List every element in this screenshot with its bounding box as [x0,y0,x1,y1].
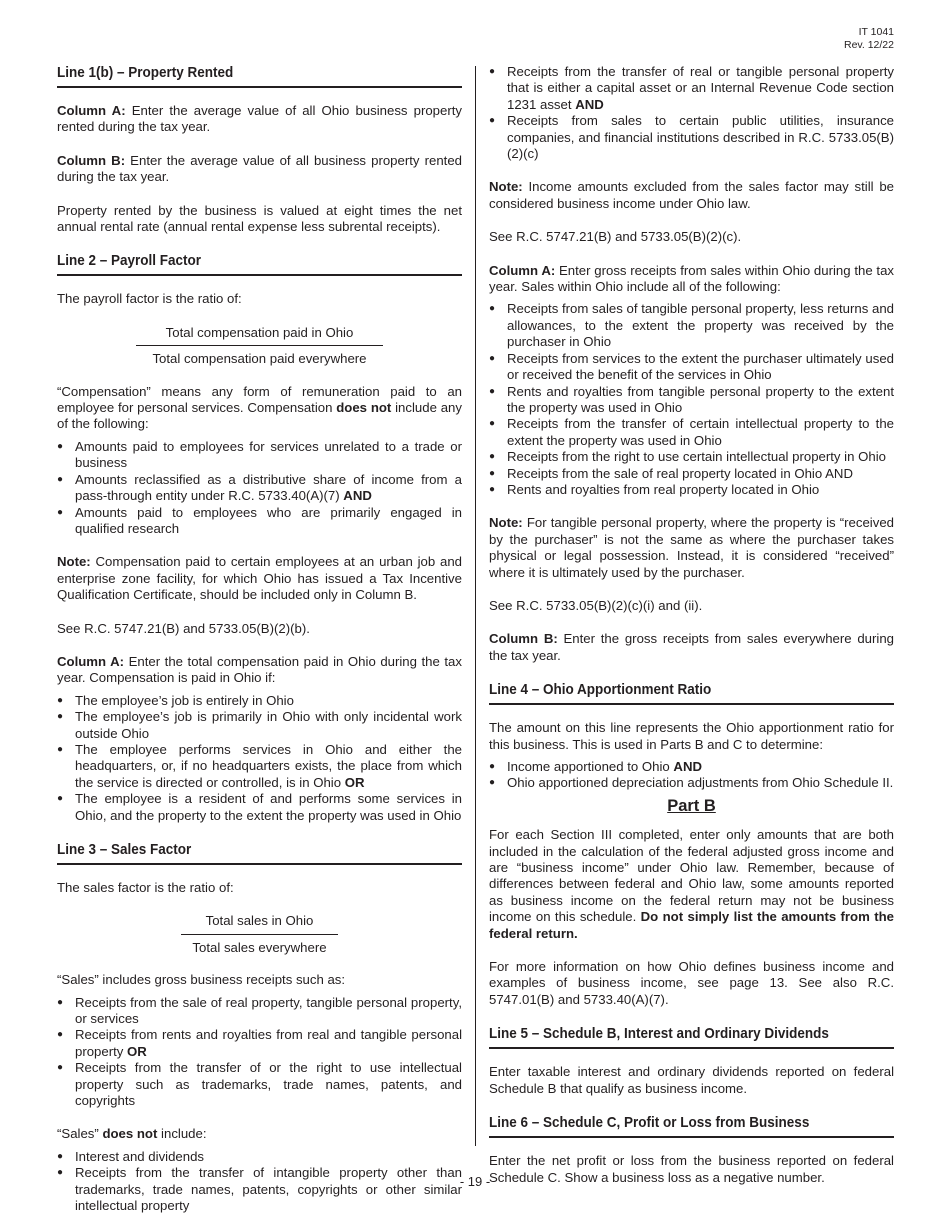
list-item [57,472,462,505]
page-number: - 19 - [459,1174,491,1189]
bold-text: AND [343,488,372,504]
fraction-numerator: Total compensation paid in Ohio [165,324,354,340]
paragraph: The amount on this line represents the Ohio apportionment ratio for this business. This is used in Parts B and C to determine: [489,720,894,752]
text: Income amounts excluded from the sales factor may still be considered business income under Ohio law. [489,179,894,211]
section-title-line-5: Line 5 – Schedule B, Interest and Ordinary Dividends [489,1025,894,1049]
paragraph: The sales factor is the ratio of: [57,880,234,895]
list-item: ● Amounts paid to employees who are primarily engaged in qualified research [57,505,462,538]
column-divider [475,66,476,1146]
sales-fraction [57,913,462,956]
text: Enter the total compensation paid in Ohio during the tax year. Compensation is paid in Ohio if: [57,653,462,686]
text: Receipts from the transfer of real or tangible personal property that is either a capital asset or an Internal Revenue Code section 1231 asset [507,64,894,112]
fraction-numerator: Total sales in Ohio [205,913,314,929]
bullet-list [57,439,462,537]
text: Enter the average value of all business property rented during the tax year. [57,152,462,185]
list-item: ● Interest and dividends [57,1149,462,1165]
bold-text: Do not simply list the amounts from the federal return. [489,909,894,941]
paragraph: For more information on how Ohio defines business income and examples of business income, see page 13. See also R.C. 5747.01(B) and 5733.40(A)(7). [489,959,894,1007]
label: Note: [489,179,523,195]
list-item [57,742,462,791]
fraction-denominator: Total compensation paid everywhere [152,351,367,367]
paragraph: Enter the net profit or loss from the business reported on federal Schedule C. Show a business loss as a negative number. [489,1153,894,1185]
list-item: ● Amounts paid to employees for services unrelated to a trade or business [57,439,462,472]
paragraph: See R.C. 5733.05(B)(2)(c)(i) and (ii). [489,597,703,613]
text: include: [157,1126,207,1142]
list-item: ● Receipts from the right to use certain intellectual property in Ohio [489,449,894,465]
label: Column B: [489,631,558,647]
form-header [844,26,894,52]
paragraph [489,263,894,296]
text: “Sales” [57,1126,103,1142]
paragraph: “Sales” includes gross business receipts such as: [57,972,346,988]
left-column [57,64,462,1232]
revision-date: Rev. 12/22 [843,39,894,51]
paragraph: See R.C. 5747.21(B) and 5733.05(B)(2)(b). [57,620,310,636]
list-item [489,759,894,775]
payroll-fraction [57,325,462,368]
paragraph: Enter taxable interest and ordinary dividends reported on federal Schedule B that qualify as business income. [489,1064,894,1096]
bold-text: AND [575,96,604,112]
list-item: ● Rents and royalties from tangible personal property to the extent the property was used in Ohio [489,384,894,417]
list-item: ● Receipts from sales of tangible personal property, less returns and allowances, to the extent the property was received by the purchaser in Ohio [489,301,894,350]
text: Amounts reclassified as a distributive share of income from a pass-through entity under R.C. 5733.40(A)(7) [75,471,462,504]
text: For tangible personal property, where the property is “received by the purchaser” is not the same as where the purchaser takes physical or legal possession. Instead, it is considered “received” where it is ultimately used by the purchaser. [489,515,894,580]
paragraph [57,384,462,433]
text: include any of the following: [57,400,462,432]
paragraph [489,179,894,212]
bold-text: OR [127,1043,147,1059]
text: Enter the average value of all Ohio business property rented during the tax year. [57,103,462,135]
bullet-list [57,995,462,1110]
text: “Compensation” means any form of remuneration paid to an employee for personal services. Compensation [57,383,462,416]
label: Note: [57,554,91,570]
label: Note: [489,515,523,531]
paragraph [57,153,462,186]
text: Enter gross receipts from sales within Ohio during the tax year. Sales within Ohio include all of the following: [489,262,895,295]
text: The employee performs services in Ohio and either the headquarters, or, if no headquarters exists, the place from which the service is directed or controlled, is in Ohio [75,741,462,790]
paragraph [489,515,894,581]
label: Column A: [57,103,126,118]
section-title-line-6: Line 6 – Schedule C, Profit or Loss from Business [489,1114,894,1138]
list-item: ● Receipts from the transfer of certain intellectual property to the extent the property was used in Ohio [489,416,894,449]
list-item: ● The employee’s job is entirely in Ohio [57,693,462,709]
paragraph [489,827,894,942]
list-item: ● Receipts from the transfer of intangible property other than trademarks, trade names, patents, copyrights or other similar intellectual property [57,1165,462,1214]
section-title-line-2: Line 2 – Payroll Factor [57,252,462,276]
paragraph: See R.C. 5747.21(B) and 5733.05(B)(2)(c). [489,229,742,245]
fraction-denominator: Total sales everywhere [192,939,327,955]
list-item [57,1027,462,1060]
list-item: ● Receipts from the sale of real property, tangible personal property, or services [57,995,462,1028]
form-number: IT 1041 [858,26,894,38]
paragraph [489,631,894,664]
list-item: ● Receipts from the sale of real property located in Ohio AND [489,466,894,482]
list-item [489,64,894,113]
bold-text: AND [673,759,702,774]
part-b-title: Part B [667,796,716,815]
paragraph [57,654,462,687]
bullet-list [489,759,894,792]
paragraph [57,554,462,603]
bullet-list [489,301,894,498]
text: Receipts from rents and royalties from real and tangible personal property [75,1027,462,1059]
bold-text: OR [344,774,365,790]
bold-text: does not [102,1126,158,1142]
list-item: ● The employee’s job is primarily in Ohio with only incidental work outside Ohio [57,709,462,742]
paragraph: The payroll factor is the ratio of: [57,291,242,307]
list-item: ● Rents and royalties from real property located in Ohio [489,482,894,498]
bullet-list [489,64,894,162]
section-title-line-4: Line 4 – Ohio Apportionment Ratio [489,681,894,705]
text: For each Section III completed, enter only amounts that are both included in the calculation of the federal adjusted gross income and are “business income” under Ohio law. Remember, because of differences between federal and Ohio law, some amounts reported as business income on the federal return may not be business income on this schedule. [489,827,894,925]
label: Column B: [57,152,126,168]
section-title-line-3: Line 3 – Sales Factor [57,841,462,865]
list-item: ● The employee is a resident of and performs some services in Ohio, and the property to the extent the property was used in Ohio [57,791,462,824]
bold-text: does not [336,400,392,416]
paragraph [57,103,462,136]
text: Income apportioned to Ohio [507,759,674,774]
paragraph [57,1126,462,1142]
bullet-list [57,693,462,824]
label: Column A: [489,262,556,278]
list-item: ● Ohio apportioned depreciation adjustments from Ohio Schedule II. [489,775,894,791]
list-item: ● Receipts from the transfer of or the right to use intellectual property such as trademarks, trade names, patents, and copyrights [57,1060,462,1109]
label: Column A: [57,653,125,669]
paragraph: Property rented by the business is valued at eight times the net annual rental rate (annual rental expense less subrental receipts). [57,202,462,235]
right-column [489,64,894,1203]
section-title-line-1b: Line 1(b) – Property Rented [57,64,462,88]
text: Compensation paid to certain employees at an urban job and enterprise zone facility, for which Ohio has issued a Tax Incentive Qualification Certificate, should be included only in Column B. [57,554,462,603]
list-item: ● Receipts from sales to certain public utilities, insurance companies, and financial institutions described in R.C. 5733.05(B)(2)(c) [489,113,894,162]
list-item: ● Receipts from services to the extent the purchaser ultimately used or received the benefit of the services in Ohio [489,351,894,384]
text: Enter the gross receipts from sales everywhere during the tax year. [489,631,894,663]
